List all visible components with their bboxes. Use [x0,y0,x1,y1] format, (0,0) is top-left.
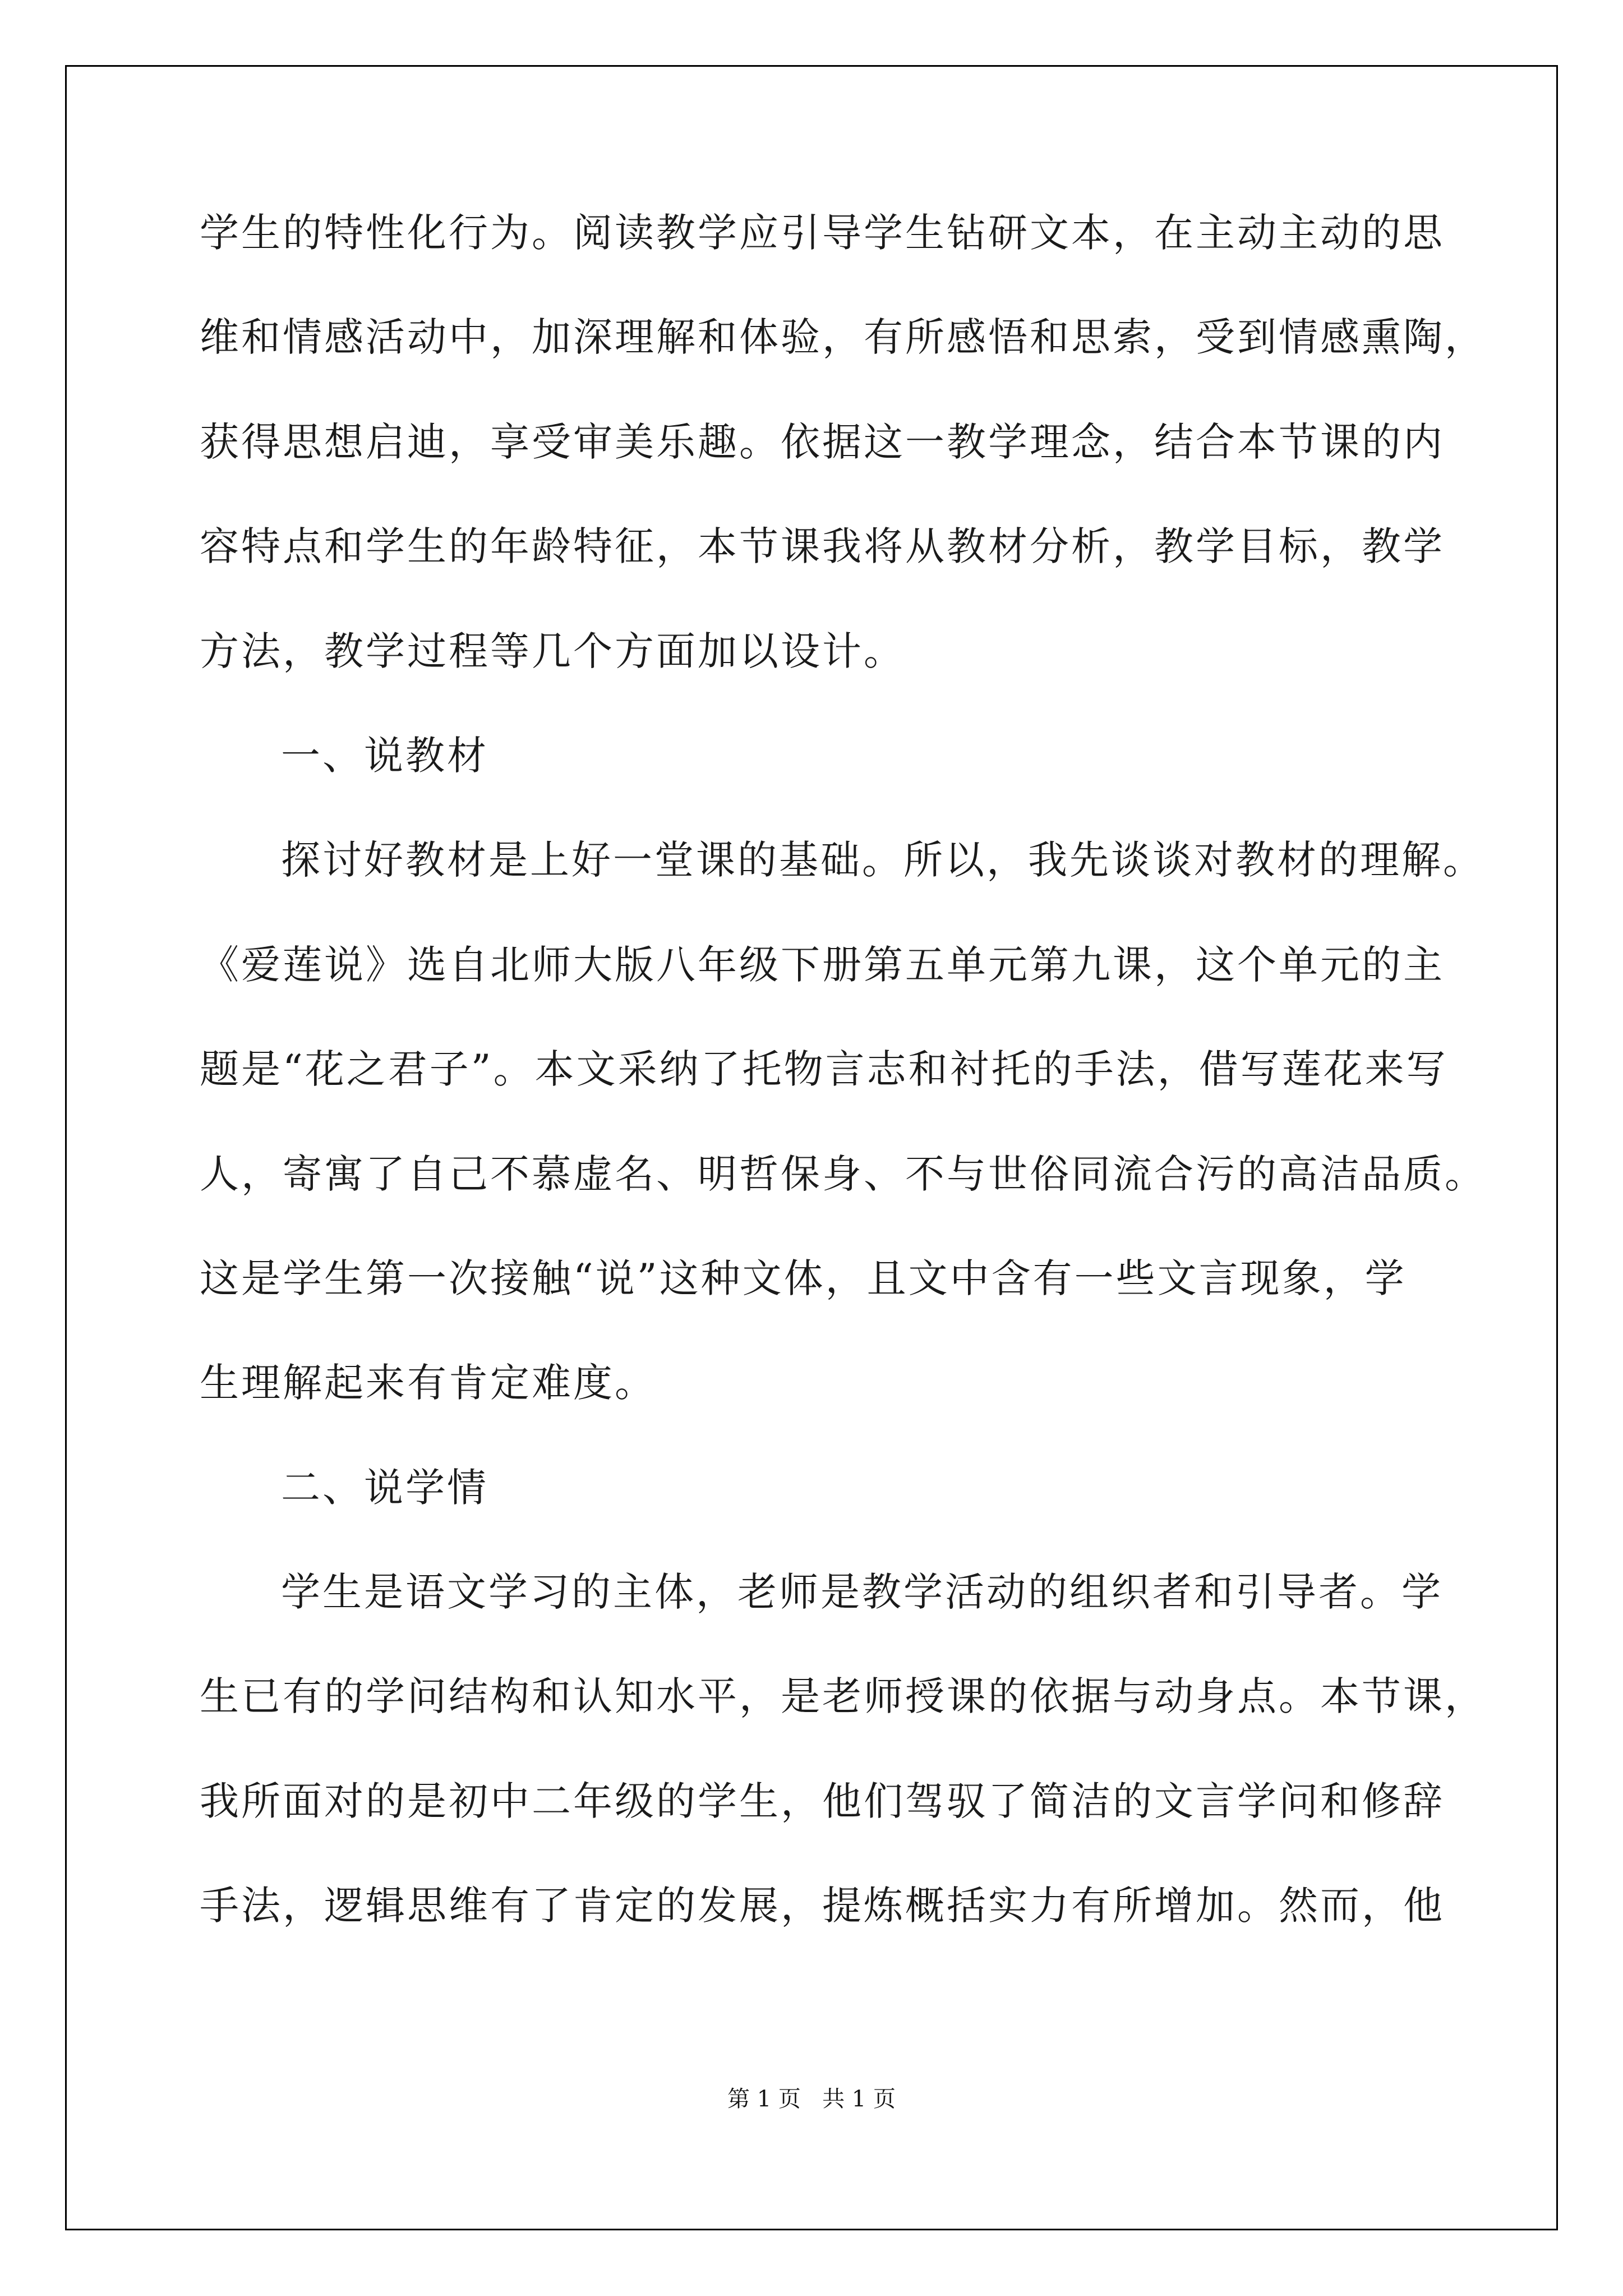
text-line: 二、说学情 [281,1464,488,1511]
text-line: 我所面对的是初中二年级的学生，他们驾驭了简洁的文言学问和修辞 [200,1778,1445,1824]
text-line: 学生是语文学习的主体，老师是教学活动的组织者和引导者。学 [281,1569,1443,1616]
text-line: 这是学生第一次接触“说”这种文体，且文中含有一些文言现象，学 [200,1255,1407,1301]
text-line: 生已有的学问结构和认知水平，是老师授课的依据与动身点。本节课， [200,1673,1486,1720]
text-line: 获得思想启迪，享受审美乐趣。依据这一教学理念，结合本节课的内 [200,418,1445,465]
text-line: 学生的特性化行为。阅读教学应引导学生钻研文本，在主动主动的思 [200,210,1445,256]
text-line: 一、说教材 [281,732,488,779]
text-line: 探讨好教材是上好一堂课的基础。所以，我先谈谈对教材的理解。 [281,837,1484,884]
text-line: 方法，教学过程等几个方面加以设计。 [200,628,905,674]
text-line: 题是“花之君子”。本文采纳了托物言志和衬托的手法，借写莲花来写 [200,1046,1448,1093]
text-line: 人，寄寓了自己不慕虚名、明哲保身、不与世俗同流合污的高洁品质。 [200,1151,1486,1197]
text-line: 容特点和学生的年龄特征，本节课我将从教材分析，教学目标，教学 [200,523,1445,570]
page-footer: 第 1 页 共 1 页 [727,2086,896,2112]
text-line: 《爱莲说》选自北师大版八年级下册第五单元第九课，这个单元的主 [200,941,1445,988]
text-line: 生理解起来有肯定难度。 [200,1360,656,1406]
text-line: 维和情感活动中，加深理解和体验，有所感悟和思索，受到情感熏陶， [200,314,1486,361]
text-line: 手法，逻辑思维有了肯定的发展，提炼概括实力有所增加。然而，他 [200,1883,1445,1929]
document-body [200,210,1486,1991]
